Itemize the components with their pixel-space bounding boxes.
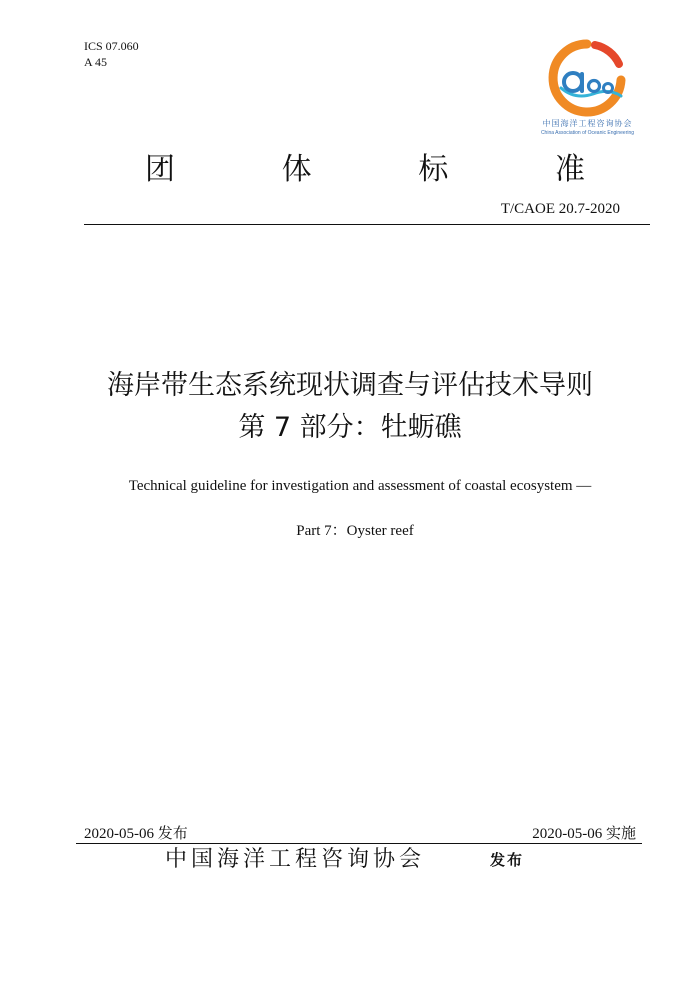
title-cn-line-1: 海岸带生态系统现状调查与评估技术导则 bbox=[107, 370, 593, 401]
title-en-line-1: Technical guideline for investigation and assessment of coastal ecosystem — bbox=[128, 478, 592, 494]
caoe-logo-emblem bbox=[535, 36, 640, 118]
ccs-code: A 45 bbox=[84, 55, 108, 69]
publish-label: 发布 bbox=[490, 851, 525, 869]
logo-name-cn: 中国海洋工程咨询协会 bbox=[542, 119, 633, 128]
logo-name-en: China Association of Oceanic Engineering bbox=[540, 130, 635, 136]
caoe-logo bbox=[535, 36, 640, 144]
ics-code: ICS 07.060 bbox=[84, 39, 139, 53]
standard-type-char-2: 体 bbox=[281, 152, 312, 187]
standard-code: T/CAOE 20.7-2020 bbox=[500, 201, 620, 217]
publisher-name: 中国海洋工程咨询协会 bbox=[165, 847, 426, 872]
standard-type-title bbox=[145, 150, 585, 190]
title-en-line-2: Part 7：Oyster reef bbox=[296, 523, 414, 539]
implementation-date: 2020-05-06 实施 bbox=[532, 826, 636, 842]
logo-letter-o1 bbox=[589, 81, 600, 92]
header-divider bbox=[84, 224, 650, 225]
standard-type-char-1: 团 bbox=[145, 152, 175, 187]
issue-date: 2020-05-06 发布 bbox=[84, 826, 188, 842]
classification-codes bbox=[84, 38, 139, 70]
logo-letter-a bbox=[564, 73, 582, 91]
standard-type-char-3: 标 bbox=[418, 152, 449, 187]
logo-red-arc bbox=[595, 45, 619, 64]
title-cn-line-2: 第 7 部分：牡蛎礁 bbox=[238, 412, 462, 443]
logo-letter-o2 bbox=[604, 84, 613, 93]
standard-type-char-4: 准 bbox=[554, 152, 585, 187]
